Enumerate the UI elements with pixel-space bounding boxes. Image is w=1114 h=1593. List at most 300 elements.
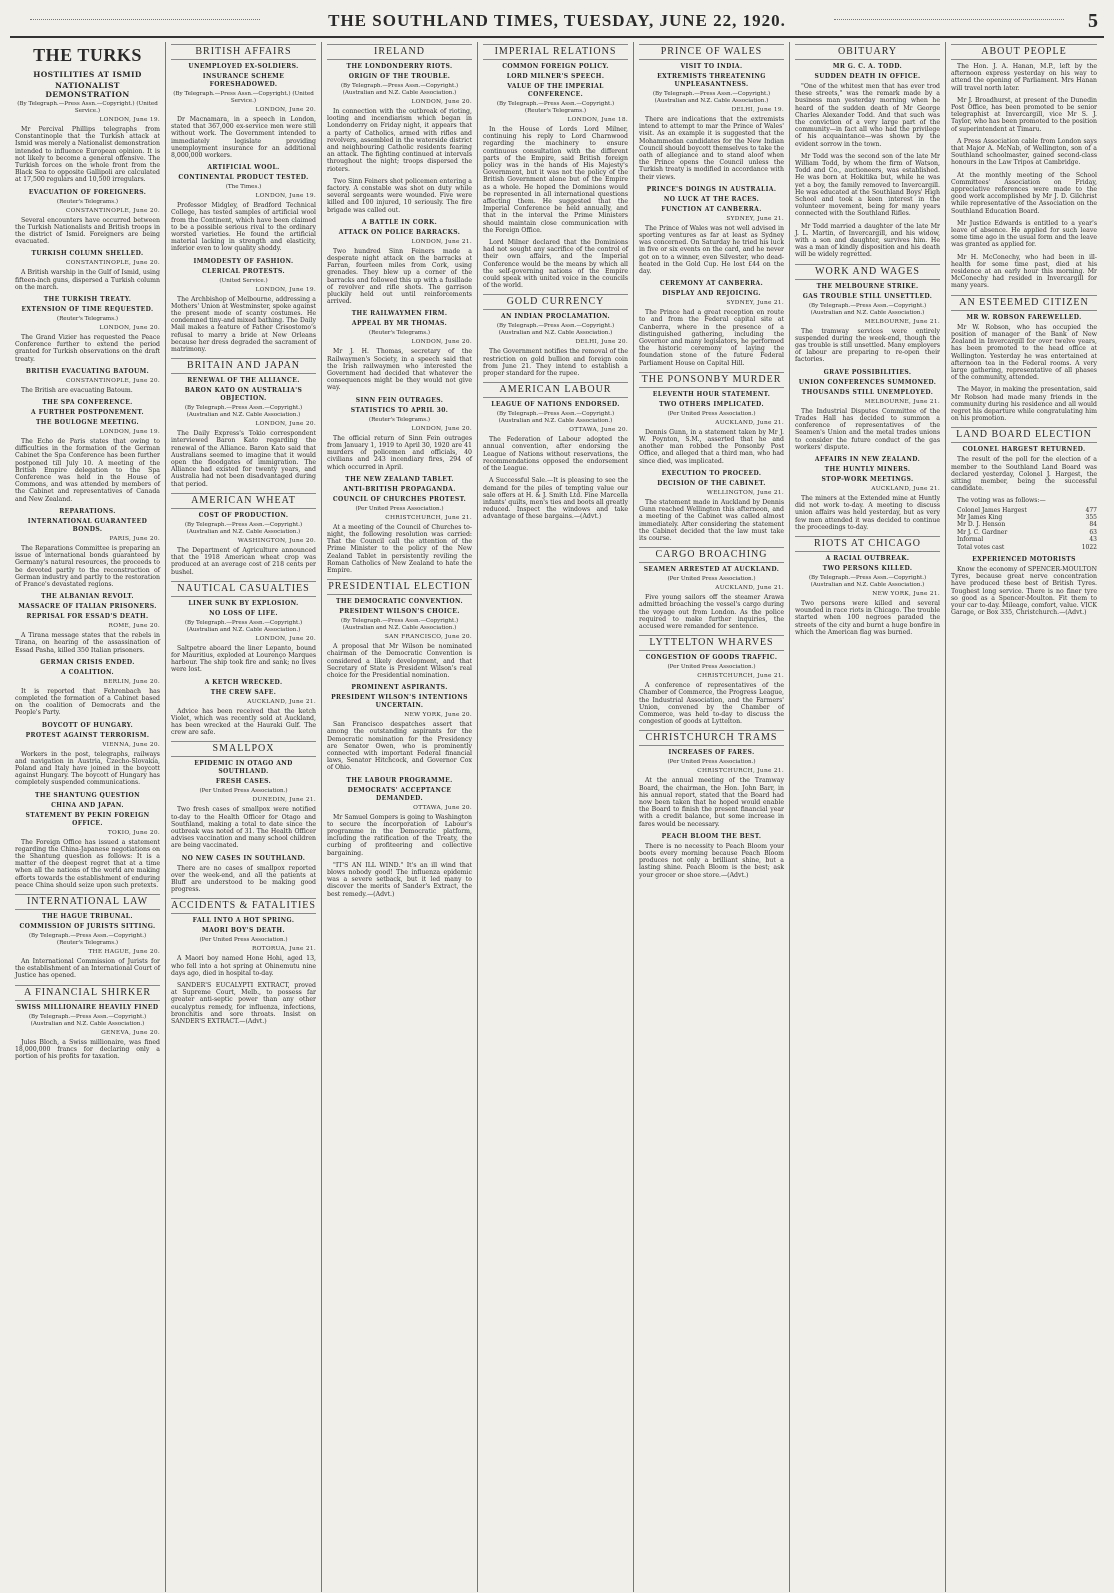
article: [327, 684, 472, 771]
article: [15, 508, 160, 588]
article-dateline: SYDNEY, June 21.: [726, 215, 784, 222]
article-dateline: LONDON, June 20.: [411, 425, 472, 432]
article-dateline: LONDON, June 20.: [255, 421, 316, 428]
article: [951, 172, 1097, 215]
article-subheading: UNEMPLOYED EX-SOLDIERS.: [188, 63, 299, 70]
article-body: A conference of representatives of the Chamber of Commerce, the Progress League, the Industrial Association, and the Farmers' Union, convened by the Chamber of Commerce, was held to-day to discuss the congestion of goods at Lyttelton.: [639, 682, 784, 726]
article: [951, 497, 1097, 551]
article-subheading: GRAVE POSSIBILITIES.: [823, 368, 912, 376]
masthead-title: THE SOUTHLAND TIMES, TUESDAY, JUNE 22, 1920.: [328, 11, 786, 30]
article-credit: (By Telegraph.—Press Assn.—Copyright.) (Australian and N.Z. Cable Association.): [808, 574, 927, 588]
article-body: The miners at the Extended mine at Huntly did not work to-day. A meeting to discuss union affairs was held yesterday, but as very few men attended it was decided to continue the proceedings to-day.: [795, 494, 940, 531]
article-body: The Federation of Labour adopted the annual convention, after endorsing the League of Nations without reservations, the recommendations opposed the endorsement of the League.: [483, 436, 628, 473]
article: [795, 536, 940, 636]
poll-candidate: Mr J. C. Gardner: [957, 528, 1008, 536]
article-subheading: NO LOSS OF LIFE.: [209, 609, 278, 617]
article-credit: (By Telegraph.—Press Assn.—Copyright.) (Australian and N.Z. Cable Association.): [28, 1013, 147, 1027]
article-dateline: LONDON, June 20.: [411, 99, 472, 105]
columns-container: [10, 42, 1104, 1592]
column-6: [790, 42, 946, 1592]
article: [795, 369, 940, 451]
article-credit: (By Telegraph.—Press Assn.—Copyright.) (Australian and N.Z. Cable Association.): [496, 411, 615, 425]
poll-total-row: [957, 544, 1097, 551]
article-body: Mr J. Broadhurst, at present of the Dunedin Post Office, has been promoted to be senior telegraphist at Invercargill, vice Mr S. J. Taylor, who has been promoted to the position of superintendent at Timaru.: [951, 96, 1097, 133]
article-dateline: DUNEDIN, June 21.: [252, 797, 316, 804]
article: [639, 372, 784, 465]
article-credit: (Per United Press Association.): [667, 759, 756, 766]
article-subheading: LINER SUNK BY EXPLOSION.: [188, 599, 299, 607]
article-body: The Daily Express's Tokio correspondent interviewed Baron Kato regarding the renewal of the Alliance. Baron Kato said that Australians seemed to imagine that it would open the floodgates of immigration. The Alliance had existed for twenty years, and Australia had not been disadvantaged during that period.: [171, 430, 316, 488]
article-credit: (Reuter's Telegrams.): [368, 416, 431, 423]
article: [171, 741, 316, 849]
article-subheading: A FURTHER POSTPONEMENT.: [31, 409, 144, 417]
poll-intro: The voting was as follows:—: [957, 497, 1046, 505]
article-dateline: LONDON, June 18.: [567, 117, 628, 123]
article-subheading: MASSACRE OF ITALIAN PRISONERS.: [18, 603, 157, 611]
article-subheading: THE HAGUE TRIBUNAL.: [42, 912, 133, 920]
article-subheading: PRINCE'S DOINGS IN AUSTRALIA.: [646, 185, 777, 193]
article-dateline: SYDNEY, June 21.: [726, 300, 784, 307]
poll-candidate: Mr D. J. Henson: [957, 521, 1006, 529]
article-body: Two persons were killed and several wounded in race riots in Chicago. The trouble started when 100 negroes paraded the streets of the city and burnt a huge bonfire in which the American flag was burned.: [795, 599, 940, 636]
article-subheading: LEAGUE OF NATIONS ENDORSED.: [491, 401, 620, 409]
article-subheading: THE NEW ZEALAND TABLET.: [345, 475, 454, 483]
article-body: The tramway services were entirely suspended during the week-end, though the gas trouble is still unsettled. Many employers of labour are preparing to re-open their factories.: [795, 327, 940, 364]
article-headline: A FINANCIAL SHIRKER: [15, 985, 160, 1001]
article: [15, 659, 160, 717]
poll-candidate: Colonel James Hargest: [957, 506, 1027, 514]
article-body: In the House of Lords Lord Milner, continuing his reply to Lord Charnwood regarding the machinery to ensure continuous consultation with the different parts of the Empire, said British foreign policy was in the hands of His Majesty's Government, but it was not the policy of the British Government alone but of the Empire as a whole. He hoped the Dominions would be represented in all international questions affecting them. He suggested that the Imperial Conference be held annually, and that in the interval the Prime Ministers should maintain close communication with the Foreign Office.: [483, 126, 628, 234]
poll-votes: 43: [1089, 536, 1097, 544]
article-body: Mr Todd was the second son of the late Mr William Todd, by whom the firm of Watson, Todd and Co., auctioneers, was established. He was born at Hokitika but, while he was yet a boy, the family removed to Invercargill. He was educated at the Southland Boys' High School and took a keen interest in the volunteer movement, being for many years connected with the Southland Rifles.: [795, 152, 940, 218]
article-subheading: ARTIFICIAL WOOL.: [207, 164, 280, 172]
article-body: "IT'S AN ILL WIND." It's an ill wind that blows nobody good! The influenza epidemic was a severe setback, but it led many to discover the merits of Sander's Extract, the best remedy.—(Advt.): [327, 861, 472, 898]
article-body: Mr W. Robson, who has occupied the position of manager of the Bank of New Zealand in Invercargill for over twelve years, has been promoted to the head office at Wellington. Yesterday he was entertained at afternoon tea in the Federal rooms. A very large gathering, representative of all phases of the community, attended.: [951, 323, 1097, 382]
article: [327, 44, 472, 173]
article-subheading: AFFAIRS IN NEW ZEALAND.: [814, 455, 921, 463]
article: [639, 44, 784, 181]
article: [171, 164, 316, 252]
article-subheading: THE LONDONDERRY RIOTS.: [346, 63, 453, 70]
article-subheading: GERMAN CRISIS ENDED.: [40, 658, 135, 666]
column-4: [478, 42, 634, 1592]
article-credit: (By Telegraph.—Press Assn.—Copyright.) (Australian and N.Z. Cable Association.): [496, 323, 615, 337]
article-subheading: EXTREMISTS THREATENING UNPLEASANTNESS.: [657, 73, 766, 88]
article: [15, 894, 160, 980]
article-body: Mr H. McConechy, who had been in ill-health for some time past, died at his residence at an early hour this morning. Mr McConechy had resided in Invercargill for many years.: [951, 253, 1097, 290]
article-body: There are indications that the extremists intend to attempt to mar the Prince of Wales' visit. As an example it is suggested that the Mohammedan candidates for the New Indian Council should boycott themselves to take the oath of allegiance and to stand aloof when the Prince opens the Council unless the Turkish treaty is modified in accordance with their views.: [639, 116, 784, 181]
article-subheading: MAORI BOY'S DEATH.: [202, 927, 285, 935]
article: [951, 44, 1097, 92]
article: [15, 792, 160, 889]
article-credit: (By Telegraph.—Press Assn.—Copyright.) (Australian and N.Z. Cable Association.): [340, 83, 459, 96]
article-dateline: LONDON, June 19.: [99, 429, 160, 436]
article-subheading: CEREMONY AT CANBERRA.: [659, 280, 764, 288]
article-body: The British are evacuating Batoum.: [21, 386, 133, 394]
article-dateline: CONSTANTINOPLE, June 20.: [65, 260, 160, 267]
article-headline: BRITISH AFFAIRS: [171, 44, 316, 60]
article-subheading: EXTENSION OF TIME REQUESTED.: [21, 306, 154, 314]
article-dateline: THE HAGUE, June 20.: [88, 948, 160, 955]
article-subheading: A RACIAL OUTBREAK.: [825, 554, 910, 562]
article-body: Mr Percival Phillips telegraphs from Constantinople that the Turkish attack at Ismid was merely a Nationalist demonstration intended to influence European opinion. It is not likely to become a general offensive. The Turkish forces on the whole front from the Black Sea to opposite Gallipoli are calculated at 17,500 regulars and 10,500 irregulars.: [15, 126, 161, 184]
poll-row: [957, 536, 1097, 543]
article-body: The Reparations Committee is preparing an issue of international bonds guaranteed by Germany's natural resources, the proceeds to be devoted partly to the reconstruction of German industry and partly to the restoration of France's devastated regions.: [15, 544, 160, 588]
column-1: [10, 42, 166, 1592]
article-body: The Grand Vizier has requested the Peace Conference further to extend the period granted for Turkish observations on the draft treaty.: [15, 334, 160, 363]
article: [171, 898, 316, 977]
article-credit: (By Telegraph.—Press Assn.—Copyright.) (Australian and N.Z. Cable Association.): [808, 302, 927, 316]
column-3: [322, 42, 478, 1592]
article-subheading: PEACH BLOOM THE BEST.: [661, 832, 762, 840]
column-7: [946, 42, 1102, 1592]
article-subheading: BRITISH EVACUATING BATOUM.: [25, 367, 150, 375]
article: [483, 44, 628, 234]
article-body: The Prince of Wales was not well advised in sporting ventures as far at least as Sydney was concerned. On Saturday he tried his luck in five or six events on the card, and he never got on to a winner, even Silvester, who dead-heated in the Gold Cup. He lost £44 on the day.: [639, 224, 784, 276]
article: [795, 153, 940, 218]
article-headline: PRESIDENTIAL ELECTION: [327, 579, 472, 595]
article-subheading: MR G. C. A. TODD.: [832, 63, 903, 70]
article-body: The Echo de Paris states that owing to difficulties in the formation of the German Cabinet the Spa Conference has been further postponed till July 10. A meeting of the British Empire delegation to the Spa Conference was held in the House of Commons, and was attended by members of the Cabinet and representatives of Canada and New Zealand.: [15, 438, 160, 503]
article-body: Mr Todd married a daughter of the late Mr J. L. Martin, of Invercargill, and his widow, with a son and daughter, survives him. He was a man of kindly disposition and his death will be widely regretted.: [795, 222, 940, 259]
article: [171, 982, 316, 1025]
article-body: Several encounters have occurred between the Turkish Nationalists and British troops in the district of Ismid. Foreigners are being evacuated.: [15, 216, 160, 246]
article-subheading: LORD MILNER'S SPEECH.: [506, 73, 605, 80]
article-body: The official return of Sinn Fein outrages from January 1, 1919 to April 30, 1920 are 41 murders of policemen and officials, 40 civilians and 243 incendiary fires, 294 of which occurred in April.: [327, 434, 472, 471]
article-credit: (Reuter's Telegrams.): [368, 330, 431, 337]
article-dateline: LONDON, June 20.: [99, 325, 160, 332]
article-headline: NAUTICAL CASUALTIES: [171, 581, 316, 597]
article: [327, 476, 472, 574]
article-subheading: BOYCOTT OF HUNGARY.: [41, 721, 134, 729]
article-body: At a meeting of the Council of Churches to-night, the following resolution was carried: That the Council call the attention of the Prime Minister to the policy of the New Zealand Tablet in persistently reviling the Roman Catholics of New Zealand to hate the Empire.: [327, 523, 472, 574]
article: [327, 310, 472, 391]
article-subheading: A COALITION.: [61, 668, 114, 676]
article-subheading: NO NEW CASES IN SOUTHLAND.: [181, 854, 306, 862]
article-subheading: DEMOCRATS' ACCEPTANCE DEMANDED.: [347, 786, 452, 802]
article: [639, 730, 784, 827]
article-subheading: GAS TROUBLE STILL UNSETTLED.: [802, 292, 933, 300]
article-body: Know the economy of SPENCER-MOULTON Tyres, because great nerve concentration have produced these best of British Tyres. Toughest long service. There is no finer tyre so good as a Spencer-Moulton. Fit them to your car to-day. Mileage, comfort, value. VICK Garage, or Box 335, Christchurch.—(Advt.): [951, 565, 1097, 617]
article-body: Dr Macnamara, in a speech in London, stated that 367,000 ex-service men were still without work. The Government intended to immediately legislate providing unemployment insurance for an additional 8,000,000 workers.: [171, 116, 316, 160]
article-subheading: THE CREW SAFE.: [210, 688, 277, 696]
article-body: Two hundred Sinn Feiners made a desperate night attack on the barracks at Farran, fourteen miles from Cork, using grenades. They blew up a corner of the barracks and followed this up with a fusillade of revolver and rifle shots. The garrison pluckily held out until reinforcements arrived.: [327, 247, 472, 306]
article-dateline: AUCKLAND, June 21.: [871, 485, 940, 492]
article: [327, 219, 472, 306]
article-subheading: FRESH CASES.: [215, 778, 272, 786]
article-subheading: ELEVENTH HOUR STATEMENT.: [652, 390, 771, 398]
article-subheading: STATISTICS TO APRIL 30.: [350, 406, 449, 414]
article-dateline: NEW YORK, June 20.: [404, 712, 472, 719]
article: [483, 239, 628, 289]
article: [171, 679, 316, 737]
article-subheading: THE DEMOCRATIC CONVENTION.: [336, 598, 463, 606]
article: [15, 296, 160, 363]
masthead-rule-left: [30, 19, 260, 20]
article-subheading: NO LUCK AT THE RACES.: [663, 195, 760, 203]
article-dateline: CONSTANTINOPLE, June 20.: [65, 377, 160, 384]
article-dateline: ROME, June 20.: [108, 623, 160, 630]
poll-row: [957, 529, 1097, 536]
article-credit: (By Telegraph.—Press Assn.—Copyright.) (Australian and N.Z. Cable Association.): [184, 619, 303, 633]
article-subheading: THE RAILWAYMEN FIRM.: [351, 310, 448, 318]
article-headline: RIOTS AT CHICAGO: [795, 536, 940, 552]
article-dateline: AUCKLAND, June 21.: [247, 698, 316, 705]
article-credit: (By Telegraph.—Press Assn.—Copyright.) (Reuter's Telegrams.): [496, 101, 615, 114]
article-headline: OBITUARY: [795, 44, 940, 60]
article: [951, 556, 1097, 616]
article: [171, 258, 316, 354]
article-dateline: LONDON, June 20.: [255, 107, 316, 113]
poll-candidate: Mr James King: [957, 513, 1003, 521]
article-subheading: UNION CONFERENCES SUMMONED.: [798, 378, 937, 386]
article-subheading: VALUE OF THE IMPERIAL CONFERENCE.: [507, 83, 604, 98]
article: [171, 581, 316, 674]
article-subheading: PRESIDENT WILSON'S CHOICE.: [339, 608, 460, 616]
article-headline: GOLD CURRENCY: [483, 294, 628, 310]
article-dateline: TOKIO, June 20.: [107, 829, 160, 836]
article-dateline: CHRISTCHURCH, June 21.: [385, 514, 472, 521]
article: [795, 223, 940, 259]
article: [327, 579, 472, 679]
article-body: Five young sailors off the steamer Arawa admitted broaching the vessel's cargo during the voyage out from London. As the police required to make further inquiries, the accused were remanded for sentence.: [639, 594, 784, 630]
article-subheading: EVACUATION OF FOREIGNERS.: [28, 188, 147, 196]
article: [15, 368, 160, 394]
article-subheading: PROTEST AGAINST TERRORISM.: [25, 731, 150, 739]
article: [951, 138, 1097, 167]
article: [639, 280, 784, 367]
article-body: Mr J. H. Thomas, secretary of the Railwaymen's Society, in a speech said that the Irish railwaymen who interested the Government had decided that whatever the consequences might be they would not give way.: [327, 348, 472, 392]
article-body: It is reported that Fehrenbach has completed the formation of a Cabinet based on the coalition of Democrats and the People's Party.: [15, 687, 160, 717]
article: [483, 477, 628, 520]
article: [327, 397, 472, 471]
article-subheading: FUNCTION AT CANBERRA.: [661, 205, 762, 213]
article-headline: CHRISTCHURCH TRAMS: [639, 730, 784, 746]
article-credit: (By Telegraph.—Press Assn.—Copyright.) (Australian and N.Z. Cable Association.): [340, 618, 459, 632]
article-body: A Press Association cable from London says that Major A. McNab, of Wellington, son of a Southland schoolmaster, gained second-class honours in the Law Tripos at Cambridge.: [951, 137, 1097, 167]
article-dateline: LONDON, June 19.: [99, 117, 160, 123]
article-dateline: BERLIN, June 20.: [103, 678, 160, 685]
article-body: SANDER'S EUCALYPTI EXTRACT, proved at Supreme Court, Melb., to possess far greater anti-septic power than any other eucalyptus remedy, for influenza, infections, bronchitis and sore throats. Insist on SANDER'S EXTRACT.—(Advt.): [171, 981, 316, 1025]
article-body: Workers in the post, telegraphs, railways and navigation in Austria, Czecho-Slovakia, Poland and Italy have joined in the boycott against Hungary. The boycott of Hungary has completely suspended communications.: [15, 750, 160, 787]
article: [795, 456, 940, 531]
poll-row: [957, 514, 1097, 521]
article-headline: CARGO BROACHING: [639, 547, 784, 563]
article-dateline: CHRISTCHURCH, June 21.: [697, 673, 784, 680]
article-subheading: VISIT TO INDIA.: [680, 63, 743, 70]
article-credit: (Per United Press Association.): [199, 788, 288, 795]
article-subheading: THE SHANTUNG QUESTION: [34, 791, 141, 799]
article-body: The statement made in Auckland by Dennis Gunn reached Wellington this afternoon, and a meeting of the Cabinet was called almost immediately. After considering the statement the Cabinet decided that the law must take its course.: [639, 498, 784, 542]
article-dateline: LONDON, June 20.: [255, 635, 316, 642]
article-credit: (By Telegraph.—Press Assn.—Copyright.) (Australian and N.Z. Cable Association.): [652, 91, 771, 104]
article-body: Two Sinn Feiners shot policemen entering a factory. A constable was shot on duty while several sergeants were wounded. Five were killed and 100 injured, 10 seriously. The fire brigade was called out.: [327, 177, 472, 214]
article: [327, 862, 472, 898]
article-dateline: ROTORUA, June 21.: [251, 946, 316, 953]
article-subheading: THE TURKISH TREATY.: [43, 296, 132, 304]
article-credit: (Per United Press Association.): [667, 410, 756, 417]
article-body: At the annual meeting of the Tramway Board, the chairman, the Hon. John Barr, in his annual report, stated that the Board had now been taken that he hoped would enable the Board to finish the present financial year with a credit balance, but some increase in fares would be necessary.: [639, 777, 784, 828]
poll-votes: 477: [1085, 506, 1097, 514]
article-credit: (By Telegraph.—Press Assn.—Copyright.) (Reuter's Telegrams.): [28, 932, 147, 946]
article: [951, 427, 1097, 492]
article-headline: IRELAND: [327, 44, 472, 60]
article-subheading: THE LABOUR PROGRAMME.: [346, 776, 453, 784]
article-body: A proposal that Mr Wilson be nominated chairman of the Democratic Convention is considered a likely development, and that Secretary of State is President Wilson's real choice for the Presidential nomination.: [327, 643, 472, 679]
article-dateline: CONSTANTINOPLE, June 20.: [65, 207, 160, 214]
article-subheading: A BATTLE IN CORK.: [361, 218, 438, 226]
article: [15, 189, 160, 246]
article-subheading: TWO PERSONS KILLED.: [822, 564, 913, 572]
article-credit: (By Telegraph.—Press Assn.—Copyright.) (Australian and N.Z. Cable Association.): [184, 521, 303, 535]
article-subheading: SWISS MILLIONAIRE HEAVILY FINED: [16, 1003, 159, 1011]
article-headline: AN ESTEEMED CITIZEN: [951, 295, 1097, 311]
article: [171, 44, 316, 159]
article-body: The Archbishop of Melbourne, addressing a Mothers' Union at Westminster, spoke against the present mode of scanty costumes. He condemned tiny-and mixed bathing. The Daily Mail makes a feature of Father Crisostomo's refusal to marry a bride at New Orleans because her dress degraded the sacrament of matrimony.: [171, 295, 316, 354]
article-credit: (By Telegraph.—Press Assn.—Copyright.) (United Service.): [17, 101, 158, 114]
article-body: The Government notifies the removal of the restriction on gold bullion and foreign coin from June 21. They intend to establish a proper standard for the rupee.: [483, 348, 628, 378]
article-headline: AMERICAN LABOUR: [483, 382, 628, 398]
poll-row: [957, 507, 1097, 514]
article-body: Jules Bloch, a Swiss millionaire, was fined 18,000,000 francs for declaring only a portion of his profits for taxation.: [15, 1038, 160, 1060]
article-subheading: PROMINENT ASPIRANTS.: [351, 684, 448, 692]
page-number: 5: [1088, 10, 1098, 32]
article-subheading: DECISION OF THE CABINET.: [657, 479, 766, 487]
article-headline: IMPERIAL RELATIONS: [483, 44, 628, 60]
article-subheading: COUNCIL OF CHURCHES PROTEST.: [332, 495, 467, 503]
article-body: A British warship in the Gulf of Ismid, using fifteen-inch guns, dispersed a Turkish column on the march.: [15, 269, 160, 291]
article-dateline: MELBOURNE, June 21.: [864, 398, 940, 405]
article-subheading: THE HUNTLY MINERS.: [824, 465, 911, 473]
article-subheading: REPARATIONS.: [59, 507, 116, 515]
article-dateline: AUCKLAND, June 21.: [715, 585, 784, 592]
article: [639, 186, 784, 275]
article: [15, 985, 160, 1061]
article-credit: (Per United Press Association.): [199, 937, 288, 944]
article-body: A Maori boy named Hone Hohi, aged 13, who fell into a hot spring at Ohinemutu nine days ago, died in hospital to-day.: [171, 955, 316, 977]
article-dateline: MELBOURNE, June 21.: [864, 318, 940, 325]
article-dateline: NEW YORK, June 21.: [872, 590, 940, 597]
article-body: The Industrial Disputes Committee of the Trades Hall has decided to summon a conference of representatives of the Seamen's Union and the metal trades unions to consider the future conduct of the gas workers' dispute.: [795, 407, 940, 451]
article-subheading: STATEMENT BY PEKIN FOREIGN OFFICE.: [25, 811, 150, 827]
article-headline: ABOUT PEOPLE: [951, 44, 1097, 60]
article: [327, 777, 472, 857]
article-dateline: DELHI, June 19.: [731, 107, 784, 113]
article: [171, 493, 316, 576]
article-subheading: EPIDEMIC IN OTAGO AND SOUTHLAND.: [194, 760, 293, 776]
article-body: A Tirana message states that the rebels in Tirana, on hearing of the assassination of Essad Pasha, killed 350 Italian prisoners.: [15, 632, 160, 654]
article-subheading: COMMON FOREIGN POLICY.: [502, 63, 609, 70]
article-credit: (By Telegraph.—Press Assn.—Copyright.) (United Service.): [173, 91, 314, 104]
poll-results: [957, 507, 1097, 551]
article-subheading: HOSTILITIES AT ISMID: [33, 70, 142, 79]
article-subheading: FALL INTO A HOT SPRING.: [192, 917, 295, 925]
article: [171, 358, 316, 488]
article-subheading: SINN FEIN OUTRAGES.: [355, 396, 444, 404]
poll-total-label: Total votes cast: [957, 543, 1005, 551]
article-dateline: WELLINGTON, June 21.: [706, 489, 784, 496]
article-subheading: ATTACK ON POLICE BARRACKS.: [338, 228, 461, 236]
article: [483, 382, 628, 472]
article-dateline: SAN FRANCISCO, June 20.: [384, 634, 472, 641]
article: [639, 470, 784, 542]
article-dateline: LONDON, June 20.: [411, 339, 472, 346]
poll-votes: 84: [1089, 521, 1097, 529]
article-body: Two fresh cases of smallpox were notified to-day to the Health Officer for Otago and Southland, making a total to date since the outbreak was noted of 31. The Health Officer advises vaccination and many school children are being vaccinated.: [171, 806, 316, 850]
article-headline: THE PONSONBY MURDER: [639, 372, 784, 388]
article-subheading: CLERICAL PROTESTS.: [201, 267, 286, 275]
article: [795, 264, 940, 364]
article-dateline: WASHINGTON, June 20.: [237, 537, 316, 544]
article-subheading: INCREASES OF FARES.: [668, 749, 755, 757]
article-subheading: THE BOULOGNE MEETING.: [35, 419, 140, 427]
article-subheading: AN INDIAN PROCLAMATION.: [501, 313, 610, 321]
article-body: Saltpetre aboard the liner Lepanto, bound for Mauritius, exploded at Lourenço Marques harbour. The ship took fire and sank; no lives were lost.: [171, 644, 316, 674]
article-subheading: TWO OTHERS IMPLICATED.: [659, 400, 764, 408]
article-subheading: THE ALBANIAN REVOLT.: [41, 593, 134, 601]
article-subheading: SUDDEN DEATH IN OFFICE.: [814, 73, 921, 80]
article-dateline: OTTAWA, June 20.: [569, 427, 628, 434]
article-subheading: INSURANCE SCHEME FORESHADOWED.: [202, 73, 285, 88]
article-body: The Foreign Office has issued a statement regarding the China-Japanese negotiations on the Shantung question as follows: It is a matter of the deepest regret that at a time when all the nations of the world are making efforts towards the establishment of enduring peace China should seize upon such pretexts.: [15, 838, 160, 889]
article-subheading: CONTINENTAL PRODUCT TESTED.: [178, 174, 309, 182]
article: [15, 722, 160, 787]
article: [639, 635, 784, 725]
article-subheading: CHINA AND JAPAN.: [51, 801, 124, 809]
article-dateline: CHRISTCHURCH, June 21.: [697, 768, 784, 775]
column-2: [166, 42, 322, 1592]
article-credit: (Reuter's Telegrams.): [56, 198, 119, 205]
article-subheading: IMMODESTY OF FASHION.: [193, 257, 294, 265]
article-subheading: NATIONALIST DEMONSTRATION: [45, 81, 130, 99]
article: [15, 593, 160, 654]
article-body: Mr Samuel Gompers is going to Washington to secure the incorporation of Labour's programme in the Democratic platform, including the ratification of the Treaty, the curbing of profiteering and collective bargaining.: [327, 813, 472, 857]
article-subheading: TURKISH COLUMN SHELLED.: [31, 250, 144, 258]
article-subheading: CONGESTION OF GOODS TRAFFIC.: [645, 654, 778, 662]
article-subheading: A KETCH WRECKED.: [204, 678, 283, 686]
article-subheading: BARON KATO ON AUSTRALIA'S OBJECTION.: [184, 387, 303, 403]
article-subheading: COLONEL HARGEST RETURNED.: [962, 446, 1086, 454]
article: [639, 547, 784, 630]
article: [327, 178, 472, 214]
article-body: The Prince had a great reception en route to and from the Federal capital site at Canberra, where in the presence of a distinguished gathering, including the Governor and many legislators, he performed the historic ceremony of laying the foundation stone of the future Federal Parliament House on Capital Hill.: [639, 309, 784, 367]
article-subheading: MR W. ROBSON FAREWELLED.: [966, 313, 1082, 321]
article-subheading: THE MELBOURNE STRIKE.: [816, 282, 919, 290]
poll-total: 1022: [1081, 543, 1097, 551]
article-dateline: PARIS, June 20.: [109, 535, 160, 542]
article-subheading: ANTI-BRITISH PROPAGANDA.: [343, 485, 456, 493]
article-subheading: INTERNATIONAL GUARANTEED BONDS.: [27, 517, 148, 533]
article-body: San Francisco despatches assert that among the outstanding aspirants for the Democratic nomination for the Presidency are Senator Owen, who is prominently connected with important Federal financial laws, Senator Hitchcock, and Governor Cox of Ohio.: [327, 721, 472, 772]
article-body: The Hon. J. A. Hanan, M.P., left by the afternoon express yesterday on his way to attend the opening of Parliament. Mrs Hanan will travel north later.: [951, 63, 1097, 92]
article-subheading: REPRISAL FOR ESSAD'S DEATH.: [26, 613, 149, 621]
article-body: At the monthly meeting of the School Committees' Association on Friday, appreciative references were made to the good work accomplished by Mr J. D. Gilchrist while representative of the Association on the Southland Education Board.: [951, 171, 1097, 215]
article-body: There is no necessity to Peach Bloom your boots every morning because Peach Bloom produces not only a brilliant shine, but a lasting shine. Peach Bloom is the best; ask your grocer or shoe store.—(Advt.): [639, 842, 784, 879]
article-subheading: EXPERIENCED MOTORISTS: [972, 555, 1076, 563]
article-dateline: GENEVA, June 20.: [101, 1029, 160, 1036]
article: [951, 254, 1097, 290]
article-subheading: RENEWAL OF THE ALLIANCE.: [187, 377, 300, 385]
poll-votes: 63: [1089, 528, 1097, 536]
article-credit: (Per United Press Association.): [667, 664, 756, 671]
article-dateline: OTTAWA, June 20.: [413, 804, 472, 811]
column-5: [634, 42, 790, 1592]
article-credit: (Reuter's Telegrams.): [56, 316, 119, 323]
article-dateline: LONDON, June 21.: [411, 238, 472, 245]
article-dateline: LONDON, June 19.: [255, 286, 316, 293]
article-body: Professor Midgley, of Bradford Technical College, has tested samples of artificial wool from the Continent, which have been claimed to be a possible serious rival to the ordinary worsted varieties. He found the artificial material lacking in strength and elasticity, inferior even to low quality shoddy.: [171, 202, 316, 253]
article-subheading: THE SPA CONFERENCE.: [42, 399, 133, 407]
